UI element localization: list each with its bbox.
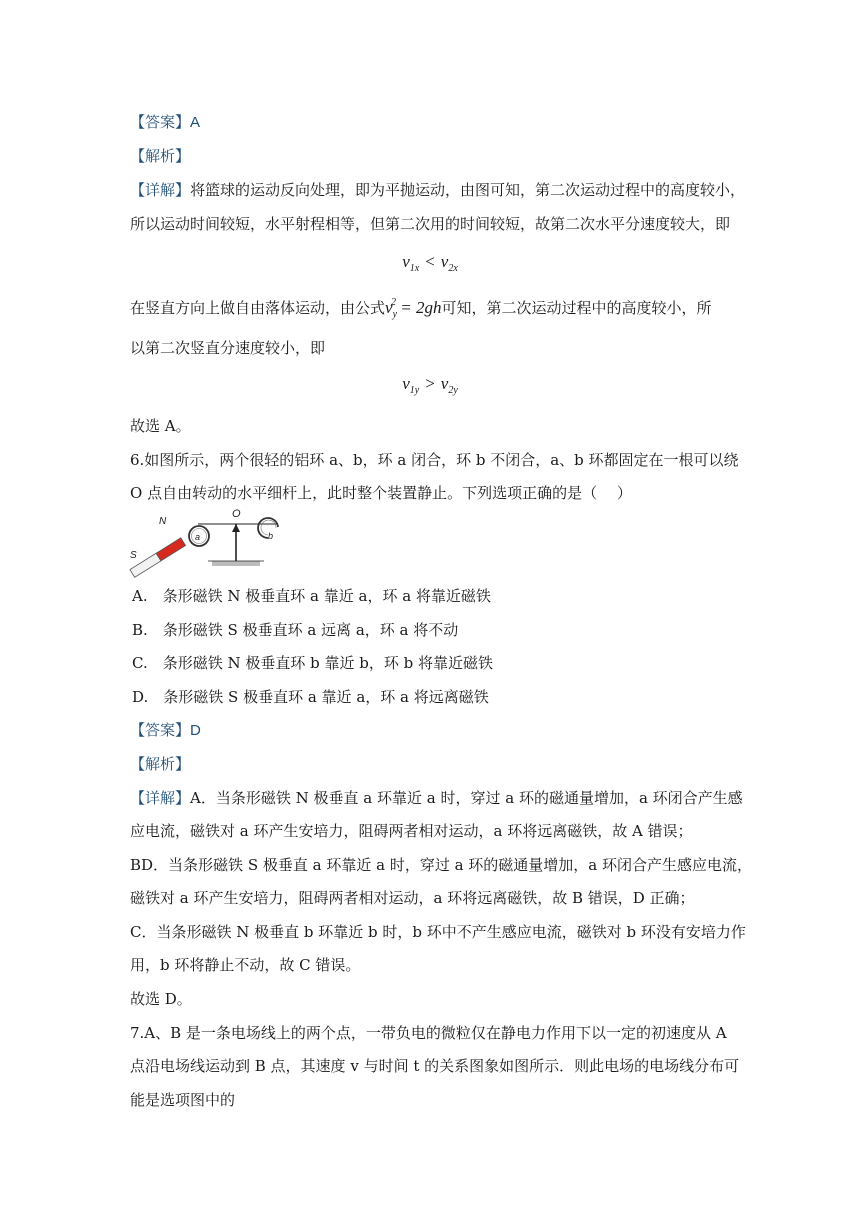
label-b: b [268,531,274,541]
pivot-arrow [232,524,240,532]
option-a: A. 条形磁铁 N 极垂直环 a 靠近 a，环 a 将靠近磁铁 [132,587,491,605]
label-n: N [159,516,167,527]
analysis-tag: 【解析】 [130,147,191,165]
answer-line-6 [130,720,730,741]
detail6-line-5: C．当条形磁铁 N 极垂直 b 环靠近 b 时，b 环中不产生感应电流，磁铁对 b 环没有安培力作 [130,923,746,941]
detail-line-1 [130,180,746,200]
detail-line-4: 以第二次竖直分速度较小，即 [130,339,326,357]
analysis-heading-6 [130,754,730,774]
detail-line-2: 所以运动时间较短，水平射程相等，但第二次用的时间较短，故第二次水平分速度较大，即 [130,215,731,233]
answer-value: D [190,722,201,739]
analysis-tag: 【解析】 [130,755,191,773]
option-d: D. 条形磁铁 S 极垂直环 a 靠近 a，环 a 将远离磁铁 [132,688,489,706]
detail-tag: 【详解】 [130,181,191,199]
answer-tag: 【答案】 [130,721,191,739]
detail6-line-1: 【详解】A．当条形磁铁 N 极垂直 a 环靠近 a 时，穿过 a 环的磁通量增加，a 环闭合产生感 [130,789,743,807]
answer-tag: 【答案】 [130,113,191,131]
conclusion-line-5: 故选 A。 [130,417,191,435]
question-7-line-1: 7.A、B 是一条电场线上的两个点，一带负电的微粒仅在静电力作用下以一定的初速度从 A [130,1024,727,1042]
question-7-line-2: 点沿电场线运动到 B 点，其速度 v 与时间 t 的关系图象如图所示．则此电场的电场线分布可 [130,1057,740,1075]
question-6-line-1: 6.如图所示，两个很轻的铝环 a、b，环 a 闭合，环 b 不闭合，a、b 环都固定在一根可以绕 [130,451,739,469]
detail6-line-2: 应电流，磁铁对 a 环产生安培力，阻碍两者相对运动，a 环将远离磁铁，故 A 错误； [130,822,693,840]
label-a: a [195,532,201,542]
base [212,561,260,566]
option-c: C. 条形磁铁 N 极垂直环 b 靠近 b，环 b 将靠近磁铁 [132,654,494,672]
formula-horizontal-velocity: $v_{1x} < v_{2x}$ [402,252,458,274]
formula-vertical-velocity: $v_{1y} > v_{2y}$ [402,374,458,396]
answer-value: A [190,114,201,131]
detail-tag: 【详解】 [130,789,191,807]
option-b: B. 条形磁铁 S 极垂直环 a 远离 a，环 a 将不动 [132,621,459,639]
label-s: S [130,550,137,561]
analysis-heading-5 [130,146,730,166]
inline-formula: $v_y^2 = 2gh$ [385,297,442,320]
question-6-line-2: O 点自由转动的水平细杆上，此时整个装置静止。下列选项正确的是（ ） [130,484,632,502]
detail-line-3: 在竖直方向上做自由落体运动，由公式$v_y^2 = 2gh$可知，第二次运动过程中的高度较小，所 [130,297,712,320]
detail6-line-3: BD．当条形磁铁 S 极垂直 a 环靠近 a 时，穿过 a 环的磁通量增加，a 环闭合产生感应电流， [130,856,753,874]
detail6-line-6: 用，b 环将静止不动，故 C 错误。 [130,956,361,974]
detail6-line-4: 磁铁对 a 环产生安培力，阻碍两者相对运动，a 环将远离磁铁，故 B 错误，D 正确； [130,889,695,907]
label-o: O [232,508,241,520]
bar-magnet [130,538,186,577]
magnet-rings-figure [128,504,303,580]
conclusion-line-6: 故选 D。 [130,990,192,1008]
question-7-line-3: 能是选项图中的 [130,1091,236,1109]
detail-text: 将篮球的运动反向处理，即为平抛运动，由图可知，第二次运动过程中的高度较小， [190,181,746,199]
answer-line-5 [130,112,730,133]
